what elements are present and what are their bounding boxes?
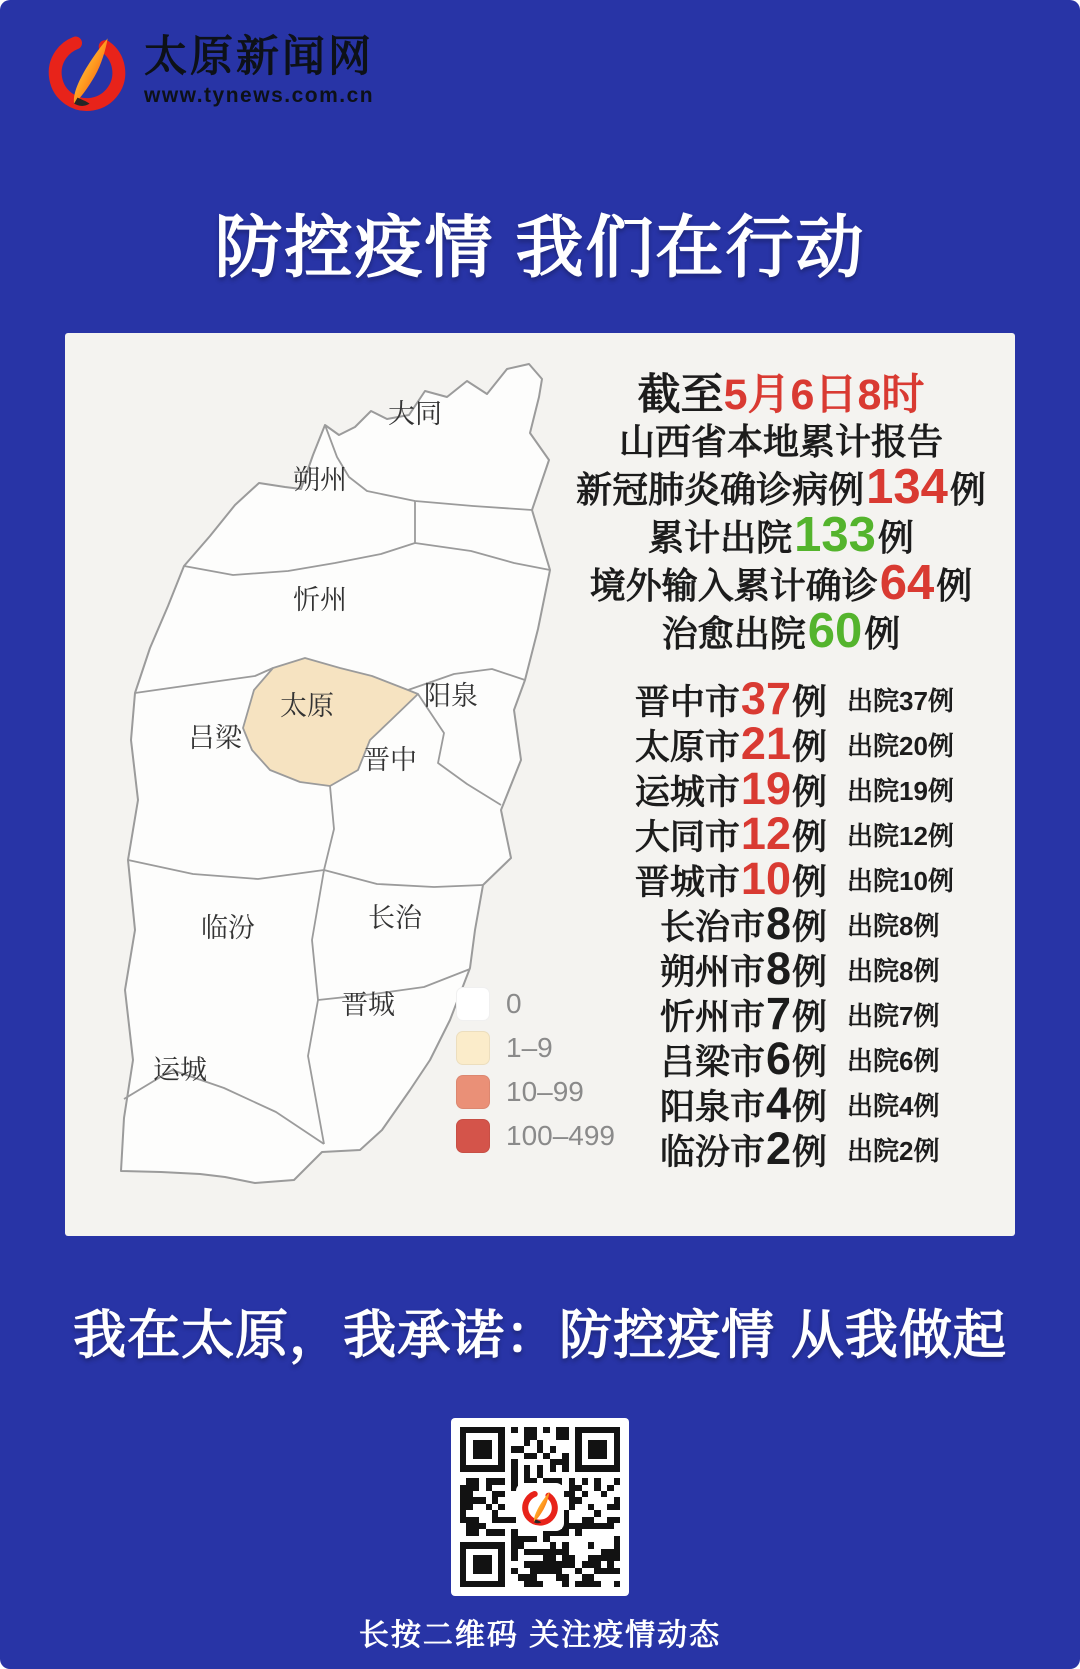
legend-swatch bbox=[456, 987, 490, 1021]
city-cases: 阳泉市4例 bbox=[659, 1077, 827, 1129]
summary-line bbox=[570, 459, 992, 514]
legend-label: 0 bbox=[506, 988, 522, 1019]
summary-segment: 例 bbox=[949, 468, 986, 510]
summary-segment: 新冠肺炎确诊病例 bbox=[576, 468, 865, 510]
summary-segment: 133 bbox=[794, 507, 876, 562]
site-header bbox=[44, 28, 374, 114]
site-name: 太原新闻网 bbox=[144, 32, 374, 81]
map-legend bbox=[456, 987, 615, 1153]
city-stat-row bbox=[570, 717, 992, 769]
city-discharged: 出院8例 bbox=[847, 956, 940, 986]
city-discharged: 出院6例 bbox=[847, 1046, 940, 1076]
summary-segment: 例 bbox=[864, 612, 901, 654]
city-cases: 临汾市2例 bbox=[659, 1122, 827, 1174]
city-cases: 运城市19例 bbox=[634, 762, 827, 814]
map-region-label: 长治 bbox=[368, 903, 422, 933]
summary-line bbox=[570, 367, 992, 419]
city-cases: 忻州市7例 bbox=[659, 987, 827, 1039]
summary-line bbox=[570, 603, 992, 658]
site-url: www.tynews.com.cn bbox=[144, 84, 375, 108]
city-cases: 太原市21例 bbox=[634, 717, 827, 769]
map-region-label: 晋城 bbox=[341, 990, 395, 1020]
legend-swatch bbox=[456, 1119, 490, 1153]
city-stats-list bbox=[570, 672, 992, 1174]
city-cases: 朔州市8例 bbox=[659, 942, 827, 994]
city-cases: 长治市8例 bbox=[659, 897, 827, 949]
info-panel bbox=[65, 333, 1015, 1236]
legend-swatch bbox=[456, 1031, 490, 1065]
pledge-slogan: 我在太原，我承诺：防控疫情 从我做起 bbox=[73, 1306, 1007, 1365]
summary-line bbox=[570, 507, 992, 562]
summary-segment: 例 bbox=[936, 564, 973, 606]
city-discharged: 出院4例 bbox=[847, 1091, 940, 1121]
summary-segment: 境外输入累计确诊 bbox=[589, 564, 878, 606]
city-discharged: 出院37例 bbox=[847, 686, 954, 716]
city-cases: 大同市12例 bbox=[634, 807, 827, 859]
summary-segment: 例 bbox=[877, 516, 914, 558]
summary-segment: 截至 bbox=[637, 370, 724, 419]
map-region-label: 临汾 bbox=[201, 913, 255, 943]
city-stat-row bbox=[570, 672, 992, 724]
summary-segment: 64 bbox=[879, 555, 935, 610]
city-discharged: 出院19例 bbox=[847, 776, 954, 806]
qr-caption: 长按二维码 关注疫情动态 bbox=[358, 1619, 722, 1652]
city-cases: 晋中市37例 bbox=[634, 672, 827, 724]
stats-column bbox=[570, 367, 992, 1172]
summary-segment: 60 bbox=[807, 603, 863, 658]
summary-line bbox=[570, 555, 992, 610]
city-stat-row bbox=[570, 942, 992, 994]
city-stat-row bbox=[570, 1032, 992, 1084]
legend-row bbox=[456, 987, 615, 1021]
city-discharged: 出院2例 bbox=[847, 1136, 940, 1166]
legend-label: 10–99 bbox=[506, 1076, 584, 1107]
city-stat-row bbox=[570, 807, 992, 859]
city-stat-row bbox=[570, 987, 992, 1039]
city-cases: 晋城市10例 bbox=[634, 852, 827, 904]
map-region-label: 忻州 bbox=[293, 585, 347, 615]
legend-label: 1–9 bbox=[506, 1032, 553, 1063]
city-discharged: 出院12例 bbox=[847, 821, 954, 851]
city-cases: 吕梁市6例 bbox=[659, 1032, 827, 1084]
city-stat-row bbox=[570, 762, 992, 814]
summary-segment: 5月6日8时 bbox=[723, 370, 925, 419]
map-region-label: 朔州 bbox=[293, 465, 347, 495]
site-brand-text bbox=[144, 34, 374, 108]
map-region-label: 吕梁 bbox=[188, 723, 242, 753]
map-region-label: 太原 bbox=[280, 691, 334, 721]
legend-row bbox=[456, 1031, 615, 1065]
legend-label: 100–499 bbox=[506, 1120, 616, 1151]
summary-segment: 累计出院 bbox=[648, 516, 793, 558]
city-discharged: 出院20例 bbox=[847, 731, 954, 761]
summary-segment: 治愈出院 bbox=[661, 612, 806, 654]
site-logo-icon bbox=[44, 28, 130, 114]
summary-segment: 山西省本地累计报告 bbox=[618, 420, 943, 462]
legend-row bbox=[456, 1075, 615, 1109]
city-stat-row bbox=[570, 897, 992, 949]
map-region-label: 运城 bbox=[153, 1055, 207, 1085]
legend-swatch bbox=[456, 1075, 490, 1109]
legend-row bbox=[456, 1119, 615, 1153]
summary-block bbox=[570, 367, 992, 658]
map-region-label: 大同 bbox=[388, 399, 442, 429]
city-stat-row bbox=[570, 852, 992, 904]
city-stat-row bbox=[570, 1122, 992, 1174]
qr-code[interactable] bbox=[451, 1418, 629, 1596]
city-discharged: 出院7例 bbox=[847, 1001, 940, 1031]
page-title: 防控疫情 我们在行动 bbox=[214, 210, 866, 286]
summary-line bbox=[570, 415, 992, 463]
map-region-label: 晋中 bbox=[363, 745, 417, 775]
city-stat-row bbox=[570, 1077, 992, 1129]
qr-center-logo-icon bbox=[516, 1483, 564, 1531]
city-discharged: 出院10例 bbox=[847, 866, 954, 896]
map-region-label: 阳泉 bbox=[424, 681, 478, 711]
city-discharged: 出院8例 bbox=[847, 911, 940, 941]
summary-segment: 134 bbox=[866, 459, 948, 514]
